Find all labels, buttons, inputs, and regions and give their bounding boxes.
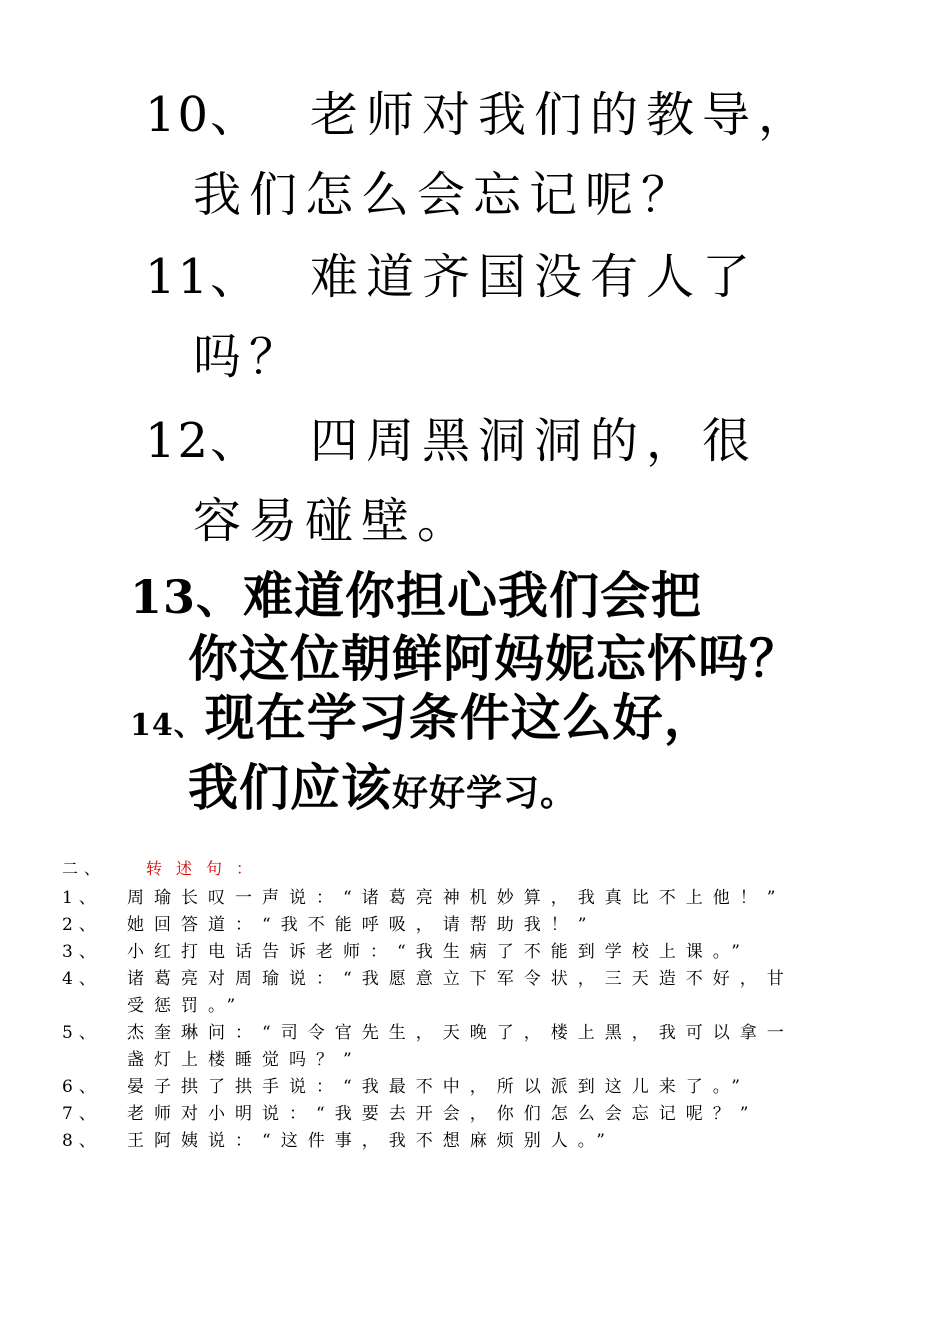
question-text-continued-small: 好好学习。 xyxy=(392,772,578,814)
question-text-continued: 我们怎么会忘记呢？ xyxy=(193,167,698,223)
question-13 xyxy=(130,565,930,690)
transcription-list xyxy=(62,885,822,1155)
question-text-continued: 吗？ xyxy=(193,329,306,385)
question-10 xyxy=(145,75,925,235)
question-number: 10、 xyxy=(145,87,261,143)
item-text: 晏子拱了拱手说：“我最不中，所以派到这儿来了。” xyxy=(127,1077,750,1097)
section-heading xyxy=(62,856,266,879)
question-number: 14、 xyxy=(130,708,205,743)
item-number: 3、 xyxy=(62,942,102,962)
question-text: 老师对我们的教导， xyxy=(310,87,815,143)
item-text: 她回答道：“我不能呼吸，请帮助我！” xyxy=(127,915,597,935)
item-text: 小红打电话告诉老师：“我生病了不能到学校上课。” xyxy=(127,942,750,962)
item-text: 杰奎琳问：“司令官先生，天晚了，楼上黑，我可以拿一盏灯上楼睡觉吗？” xyxy=(127,1023,794,1070)
question-text-continued: 你这位朝鲜阿妈妮忘怀吗？ xyxy=(188,629,800,688)
question-14 xyxy=(130,687,930,824)
item-number: 1、 xyxy=(62,888,102,908)
item-number: 4、 xyxy=(62,969,102,989)
list-item xyxy=(62,912,822,939)
question-text: 四周黑洞洞的，很 xyxy=(310,413,759,469)
question-text: 难道你担心我们会把 xyxy=(243,566,703,625)
list-item xyxy=(62,966,822,1020)
list-item xyxy=(62,885,822,912)
list-item xyxy=(62,1074,822,1101)
question-number: 11、 xyxy=(145,249,261,305)
item-text: 老师对小明说：“我要去开会，你们怎么会忘记呢？” xyxy=(127,1104,759,1124)
question-text-continued: 容易碰壁。 xyxy=(193,493,474,549)
question-text: 现在学习条件这么好， xyxy=(204,688,715,747)
item-text: 王阿姨说：“这件事，我不想麻烦别人。” xyxy=(127,1131,615,1151)
item-number: 5、 xyxy=(62,1023,102,1043)
list-item xyxy=(62,1128,822,1155)
item-text: 周瑜长叹一声说：“诸葛亮神机妙算，我真比不上他！” xyxy=(127,888,786,908)
item-number: 7、 xyxy=(62,1104,102,1124)
question-12 xyxy=(145,401,925,561)
section-title: 转述句： xyxy=(146,859,267,878)
question-text: 难道齐国没有人了 xyxy=(310,249,759,305)
question-text-continued: 我们应该 xyxy=(188,758,392,817)
question-number: 13、 xyxy=(130,570,244,624)
section-index: 二、 xyxy=(62,859,107,878)
question-number: 12、 xyxy=(145,413,261,469)
item-number: 8、 xyxy=(62,1131,102,1151)
item-number: 2、 xyxy=(62,915,102,935)
list-item xyxy=(62,1101,822,1128)
item-number: 6、 xyxy=(62,1077,102,1097)
list-item xyxy=(62,1020,822,1074)
item-text: 诸葛亮对周瑜说：“我愿意立下军令状，三天造不好，甘受惩罚。” xyxy=(127,969,794,1016)
question-11 xyxy=(145,237,925,397)
list-item xyxy=(62,939,822,966)
